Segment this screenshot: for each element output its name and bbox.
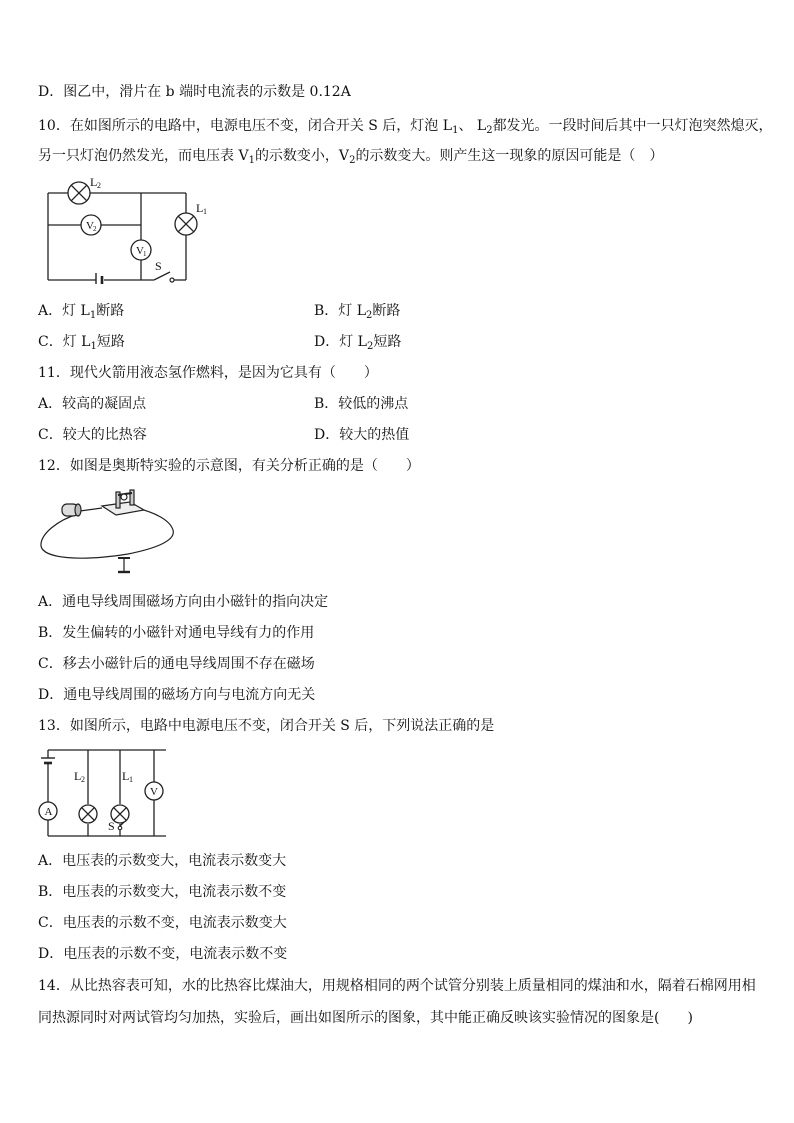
lamp-l2-icon — [79, 805, 97, 823]
q10-option-d[interactable]: D．灯 $L_2$短路 — [314, 334, 402, 352]
q10-circuit-diagram — [40, 172, 220, 284]
switch-contact-icon — [170, 278, 174, 282]
q13-option-b[interactable]: B．电压表的示数变大，电流表示数不变 — [38, 884, 287, 900]
l2-label: L — [74, 769, 82, 783]
q14-stem-line2: 同热源同时对两试管均匀加热，实验后，画出如图所示的图象，其中能正确反映该实验情况的图象是( ) — [38, 1010, 693, 1026]
q13-option-c[interactable]: C．电压表的示数不变，电流表示数变大 — [38, 915, 287, 931]
lamp-l1-icon — [175, 213, 197, 235]
q13-option-d[interactable]: D．电压表的示数不变，电流表示数不变 — [38, 946, 288, 962]
wire-stand-icon — [102, 490, 144, 515]
q13-circuit-diagram — [38, 744, 178, 840]
q11-option-c[interactable]: C．较大的比热容 — [38, 427, 147, 443]
q10-stem-line1: 10．在如图所示的电路中，电源电压不变，闭合开关 S 后，灯泡 $L_1$、 $L_2$都发光。一段时间后其中一只灯泡突然熄灭， — [38, 118, 773, 136]
l1-label: L — [196, 201, 204, 215]
q12-option-d[interactable]: D．通电导线周围的磁场方向与电流方向无关 — [38, 687, 316, 703]
q11-option-b[interactable]: B．较低的沸点 — [314, 396, 409, 412]
v2-label: V — [86, 220, 94, 232]
oersted-experiment-diagram — [38, 484, 178, 580]
q10-option-a[interactable]: A．灯 $L_1$断路 — [38, 303, 125, 321]
svg-text:2: 2 — [97, 181, 101, 190]
q11-option-a[interactable]: A．较高的凝固点 — [38, 396, 147, 412]
q10-option-c[interactable]: C．灯 $L_1$短路 — [38, 334, 125, 352]
svg-text:1: 1 — [203, 207, 207, 216]
q14-stem-line1: 14．从比热容表可知，水的比热容比煤油大，用规格相同的两个试管分别装上质量相同的煤油和水，隔着石棉网用相 — [38, 978, 756, 994]
ammeter-label: A — [44, 806, 53, 818]
battery-icon — [62, 504, 81, 516]
magnetic-needle-icon — [118, 558, 130, 572]
q12-stem: 12．如图是奥斯特实验的示意图，有关分析正确的是（ ） — [38, 458, 420, 474]
lamp-l2-icon — [68, 182, 90, 204]
switch-contact-icon — [118, 826, 122, 830]
switch-label: S — [155, 259, 162, 273]
q13-stem: 13．如图所示，电路中电源电压不变，闭合开关 S 后，下列说法正确的是 — [38, 718, 495, 734]
q9-option-d: D．图乙中，滑片在 b 端时电流表的示数是 0.12A — [38, 84, 351, 100]
l1-label: L — [122, 769, 130, 783]
l2-label: L — [90, 175, 98, 189]
svg-text:1: 1 — [143, 250, 147, 258]
q12-option-b[interactable]: B．发生偏转的小磁针对通电导线有力的作用 — [38, 625, 315, 641]
voltmeter-label: V — [150, 786, 158, 798]
v1-label: V — [136, 245, 144, 257]
q11-stem: 11．现代火箭用液态氢作燃料，是因为它具有（ ） — [38, 365, 378, 381]
switch-label: S — [108, 819, 115, 833]
q10-option-b[interactable]: B．灯 $L_2$断路 — [314, 303, 401, 321]
svg-text:2: 2 — [81, 775, 85, 784]
q12-option-c[interactable]: C．移去小磁针后的通电导线周围不存在磁场 — [38, 656, 315, 672]
q11-option-d[interactable]: D．较大的热值 — [314, 427, 410, 443]
q13-option-a[interactable]: A．电压表的示数变大，电流表示数变大 — [38, 853, 287, 869]
q12-option-a[interactable]: A．通电导线周围磁场方向由小磁针的指向决定 — [38, 594, 329, 610]
q10-stem-line2: 另一只灯泡仍然发光，而电压表 $V_1$的示数变小，$V_2$的示数变大。则产生这一现象的原因可能是（ ） — [38, 148, 664, 166]
svg-text:2: 2 — [93, 225, 97, 233]
svg-text:1: 1 — [129, 775, 133, 784]
